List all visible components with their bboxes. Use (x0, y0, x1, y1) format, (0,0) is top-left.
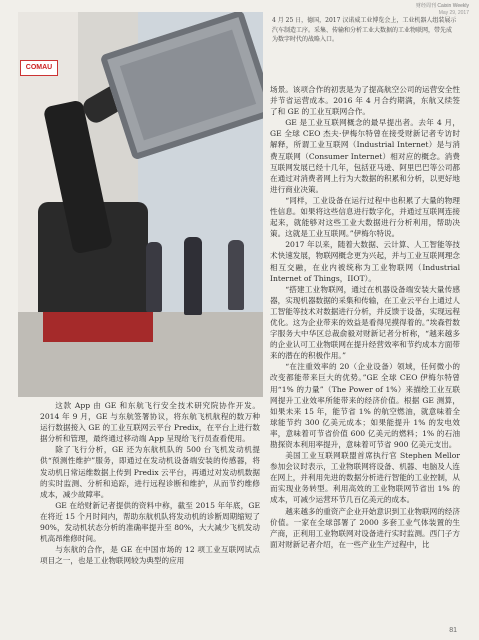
platform-red-base (43, 312, 153, 342)
paragraph: “同样，工业设备在运行过程中也积累了大量的物理性信息。如果将这些信息进行数字化，并通过互联网连接起来，就能够对这些工业大数据进行分析利用，帮助决策。这就是工业互联网。”伊梅尔特说。 (270, 195, 460, 239)
article-photo (18, 12, 263, 397)
issue-date: May 29, 2017 (438, 10, 469, 16)
visitor-figure (184, 237, 202, 315)
photo-logo: COMAU (20, 60, 58, 76)
visitor-figure (228, 240, 244, 310)
photo-caption: 4 月 25 日，德国，2017 汉诺威工业博览会上，工业机器人组装展示汽车制造工序。采集、传输和分析工业大数据的工业物联网，带先成为数字时代的战略入口。 (272, 17, 457, 43)
paragraph: 场景。该项合作的初衷是为了提高航空公司的运营安全性并节省运营成本。2016 年 4 月合约期满，东航又续签了和 GE 的工业互联网合作。 (270, 85, 460, 117)
masthead (416, 3, 469, 17)
paragraph: 与东航的合作，是 GE 在中国市场的 12 项工业互联网试点项目之一，也是工业物联网较为典型的应用 (40, 545, 260, 566)
paragraph: 这款 App 由 GE 和东航飞行安全技术研究院协作开发。2014 年 9 月，GE 与东航签署协议，将东航飞机航程的数万种运行数据接入 GE 的工业互联网云平台 Predix，在平台上进行数据分析和管理，最终通过移动端 App 呈现给飞行员查看使用。 (40, 401, 260, 444)
paragraph: 2017 年以来，随着大数据、云计算、人工智能等技术快速发展，物联网概念更为兴起，并与工业互联网理念相互交融，在业内被统称为工业物联网（Industrial Internet of Things，IIOT）。 (270, 240, 460, 283)
magazine-name: 财经周刊 Caixin Weekly (416, 3, 469, 9)
paragraph: GE 是工业互联网概念的最早提出者。去年 4 月，GE 全球 CEO 杰夫·伊梅尔特曾在接受财新记者专访时解释，所谓工业互联网（Industrial Internet）是与消费互联网（Consumer Internet）相对应的概念。消费互联网发展已经十几年，包括亚马逊、阿里巴巴等公司都在通过对消费者网上行为大数据的积累和分析，以更好地进行商业决策。 (270, 118, 460, 194)
paragraph: 美国工业互联网联盟首席执行官 Stephen Mellor 参加会议时表示，工业物联网将设备、机器、电脑及人连在网上，并利用先进的数据分析进行智能的工业控制，从而实现业务转型。利用高效的工业物联网节省出 1% 的成本，可减少运营环节几百亿美元的成本。 (270, 451, 460, 505)
article-column-right (270, 84, 460, 550)
paragraph: GE 在给财新记者提供的资料中称，截至 2015 年年底，GE 在将近 15 个月时间内，帮助东航机队将发动机的诊断周期缩短了 90%，发动机状态分析的准确率提升至 80%，大大减少飞机发动机高昂维修时间。 (40, 500, 260, 544)
visitor-figure (146, 242, 162, 312)
paragraph: “搭建工业物联网，通过在机器设备端安装大量传感器，实现机器数据的采集和传输，在工业云平台上通过人工智能等技术对数据进行分析，并反馈于设备，实现远程优化。这为企业带来的效益是看得见摸得着的。”埃森哲数字服务大中华区总裁俞毅对财新记者分析称，“越来越多的企业认可工业物联网在提升经营效率和节约成本方面带来的潜在的积极作用。” (270, 284, 460, 361)
paragraph: 除了飞行分析，GE 还为东航机队的 500 台飞机发动机提供“预测性维护”服务，即通过在发动机设备端安装的传感器，将发动机日常运维数据上传到 Predix 云平台，再通过对发动机数据的实时监测、分析和追踪，进行远程诊断和维护，从而节约维修成本，减少故障率。 (40, 445, 260, 499)
paragraph: “在注重效率的 20（企业设备）领域，任何微小的改变都能带来巨大的优势。”GE 全球 CEO 伊梅尔特曾用“1% 的力量”（The Power of 1%）来描绘工业互联网提升工业效率所能带来的经济价值。根据 GE 测算，如果未来 15 年，能节省 1% 的航空燃油，就意味着全球能节约 300 亿美元成本；如果能提升 1% 的发电效率，意味着可节省价值 600 亿美元的燃料；1% 的石油勘探资本利用率提升，意味着可节省 900 亿美元支出。 (270, 362, 460, 449)
page-number: 81 (449, 627, 457, 634)
paragraph: 越来越多的重资产企业开始意识到工业物联网的经济价值。一家在全球部署了 2000 多套工业气体装置的生产商，正利用工业物联网对设备进行实时监测。西门子方面对财新记者介绍，在一些产业生产过程中，比 (270, 506, 460, 549)
article-column-left (40, 400, 260, 566)
